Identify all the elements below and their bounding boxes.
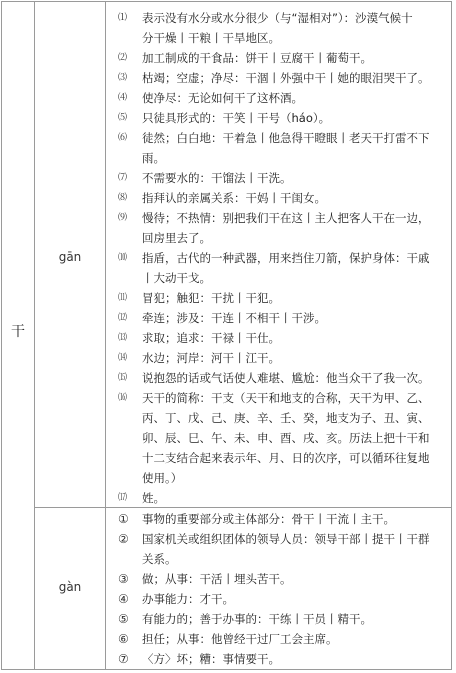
- definition-number: ⑸: [118, 113, 128, 123]
- definition-number: ⑤: [118, 612, 129, 626]
- pinyin-gan1: gān: [58, 250, 82, 264]
- definition-number: ⑹: [118, 133, 128, 143]
- definition-text: 有能力的；善于办事的：干练丨干员丨精干。: [142, 612, 372, 626]
- definition-text: 枯竭；空虚；净尽：干涸丨外强中干丨她的眼泪哭干了。: [142, 71, 430, 85]
- definition-text: 〈方〉坏；糟：事情要干。: [142, 652, 280, 666]
- definition-text: 指拜认的亲属关系：干妈丨干闺女。: [142, 191, 326, 205]
- definition-text: 冒犯；触犯：干扰丨干犯。: [142, 291, 280, 305]
- definition-number: ⑼: [118, 213, 128, 223]
- definition-number: ⑾: [118, 293, 128, 303]
- definition-text: 担任；从事：他曾经干过厂工会主席。: [142, 632, 338, 646]
- definition-text: 办事能力：才干。: [142, 592, 234, 606]
- headword-character: 干: [11, 324, 25, 340]
- definition-number: ⑶: [118, 73, 128, 83]
- definition-number: ⑥: [118, 632, 129, 646]
- definition-number: ⒀: [118, 333, 128, 343]
- definition-number: ⑺: [118, 173, 128, 183]
- definition-text: 做；从事：干活丨埋头苦干。: [142, 572, 292, 586]
- dictionary-entry-table: [1, 1, 452, 670]
- pinyin-column: [35, 2, 106, 669]
- definition-number: ⑷: [118, 93, 128, 103]
- definition-text: 事物的重要部分或主体部分：骨干丨干流丨主干。: [142, 512, 395, 526]
- definition-text: 国家机关或组织团体的领导人员：领导干部丨提干丨干群 关系。: [142, 532, 430, 566]
- definition-number: ⑻: [118, 193, 128, 203]
- definition-number: ④: [118, 592, 129, 606]
- definition-number: ②: [118, 532, 129, 546]
- definition-text: 说抱怨的话或气话使人难堪、尴尬：他当众干了我一次。: [142, 371, 430, 385]
- definition-number: ⑦: [118, 652, 129, 666]
- definition-text: 天干的简称：干支（天干和地支的合称，天干为甲、乙、 丙、丁、戊、己、庚、辛、壬、癸，地支为子、丑、寅、 卯、辰、巳、午、未、申、酉、戌、亥。历法上把十干和 十二支结合起来表示年、月、日的次序，可以循环往复地 使用。）: [142, 391, 430, 485]
- definition-text: 指盾，古代的一种武器，用来挡住刀箭，保护身体：干戚 丨大动干戈。: [142, 251, 430, 285]
- definition-text: 牵连；涉及：干连丨不相干丨干涉。: [142, 311, 326, 325]
- definition-text: 使净尽：无论如何干了这杯酒。: [142, 91, 303, 105]
- definition-number: ⑿: [118, 313, 128, 323]
- definition-text: 加工制成的干食品：饼干丨豆腐干丨葡萄干。: [142, 51, 372, 65]
- definition-number: ⒂: [118, 373, 128, 383]
- pinyin-gan4: gàn: [58, 580, 82, 594]
- definition-number: ⑽: [118, 253, 128, 263]
- character-cell: [2, 2, 35, 669]
- definition-number: ⑵: [118, 53, 128, 63]
- definition-text: 姓。: [142, 491, 165, 505]
- definition-text: 慢待；不热情：别把我们干在这丨主人把客人干在一边， 回房里去了。: [142, 211, 430, 245]
- definition-text: 只徒具形式的：干笑丨干号（háo）。: [142, 111, 331, 125]
- definition-text: 徒然；白白地：干着急丨他急得干瞪眼丨老天干打雷不下 雨。: [142, 131, 430, 165]
- definition-number: ⒄: [118, 493, 128, 503]
- definition-text: 表示没有水分或水分很少（与“湿相对”）：沙漠气候十 分干燥丨干粮丨干旱地区。: [142, 11, 413, 45]
- definition-number: ⒃: [118, 393, 128, 403]
- definition-number: ⒁: [118, 353, 128, 363]
- definition-text: 水边；河岸：河干丨江干。: [142, 351, 280, 365]
- definition-text: 不需要水的：干馏法丨干洗。: [142, 171, 292, 185]
- definition-number: ⑴: [118, 13, 128, 23]
- definition-number: ①: [118, 512, 129, 526]
- definition-text: 求取；追求：干禄丨干仕。: [142, 331, 280, 345]
- definition-number: ③: [118, 572, 129, 586]
